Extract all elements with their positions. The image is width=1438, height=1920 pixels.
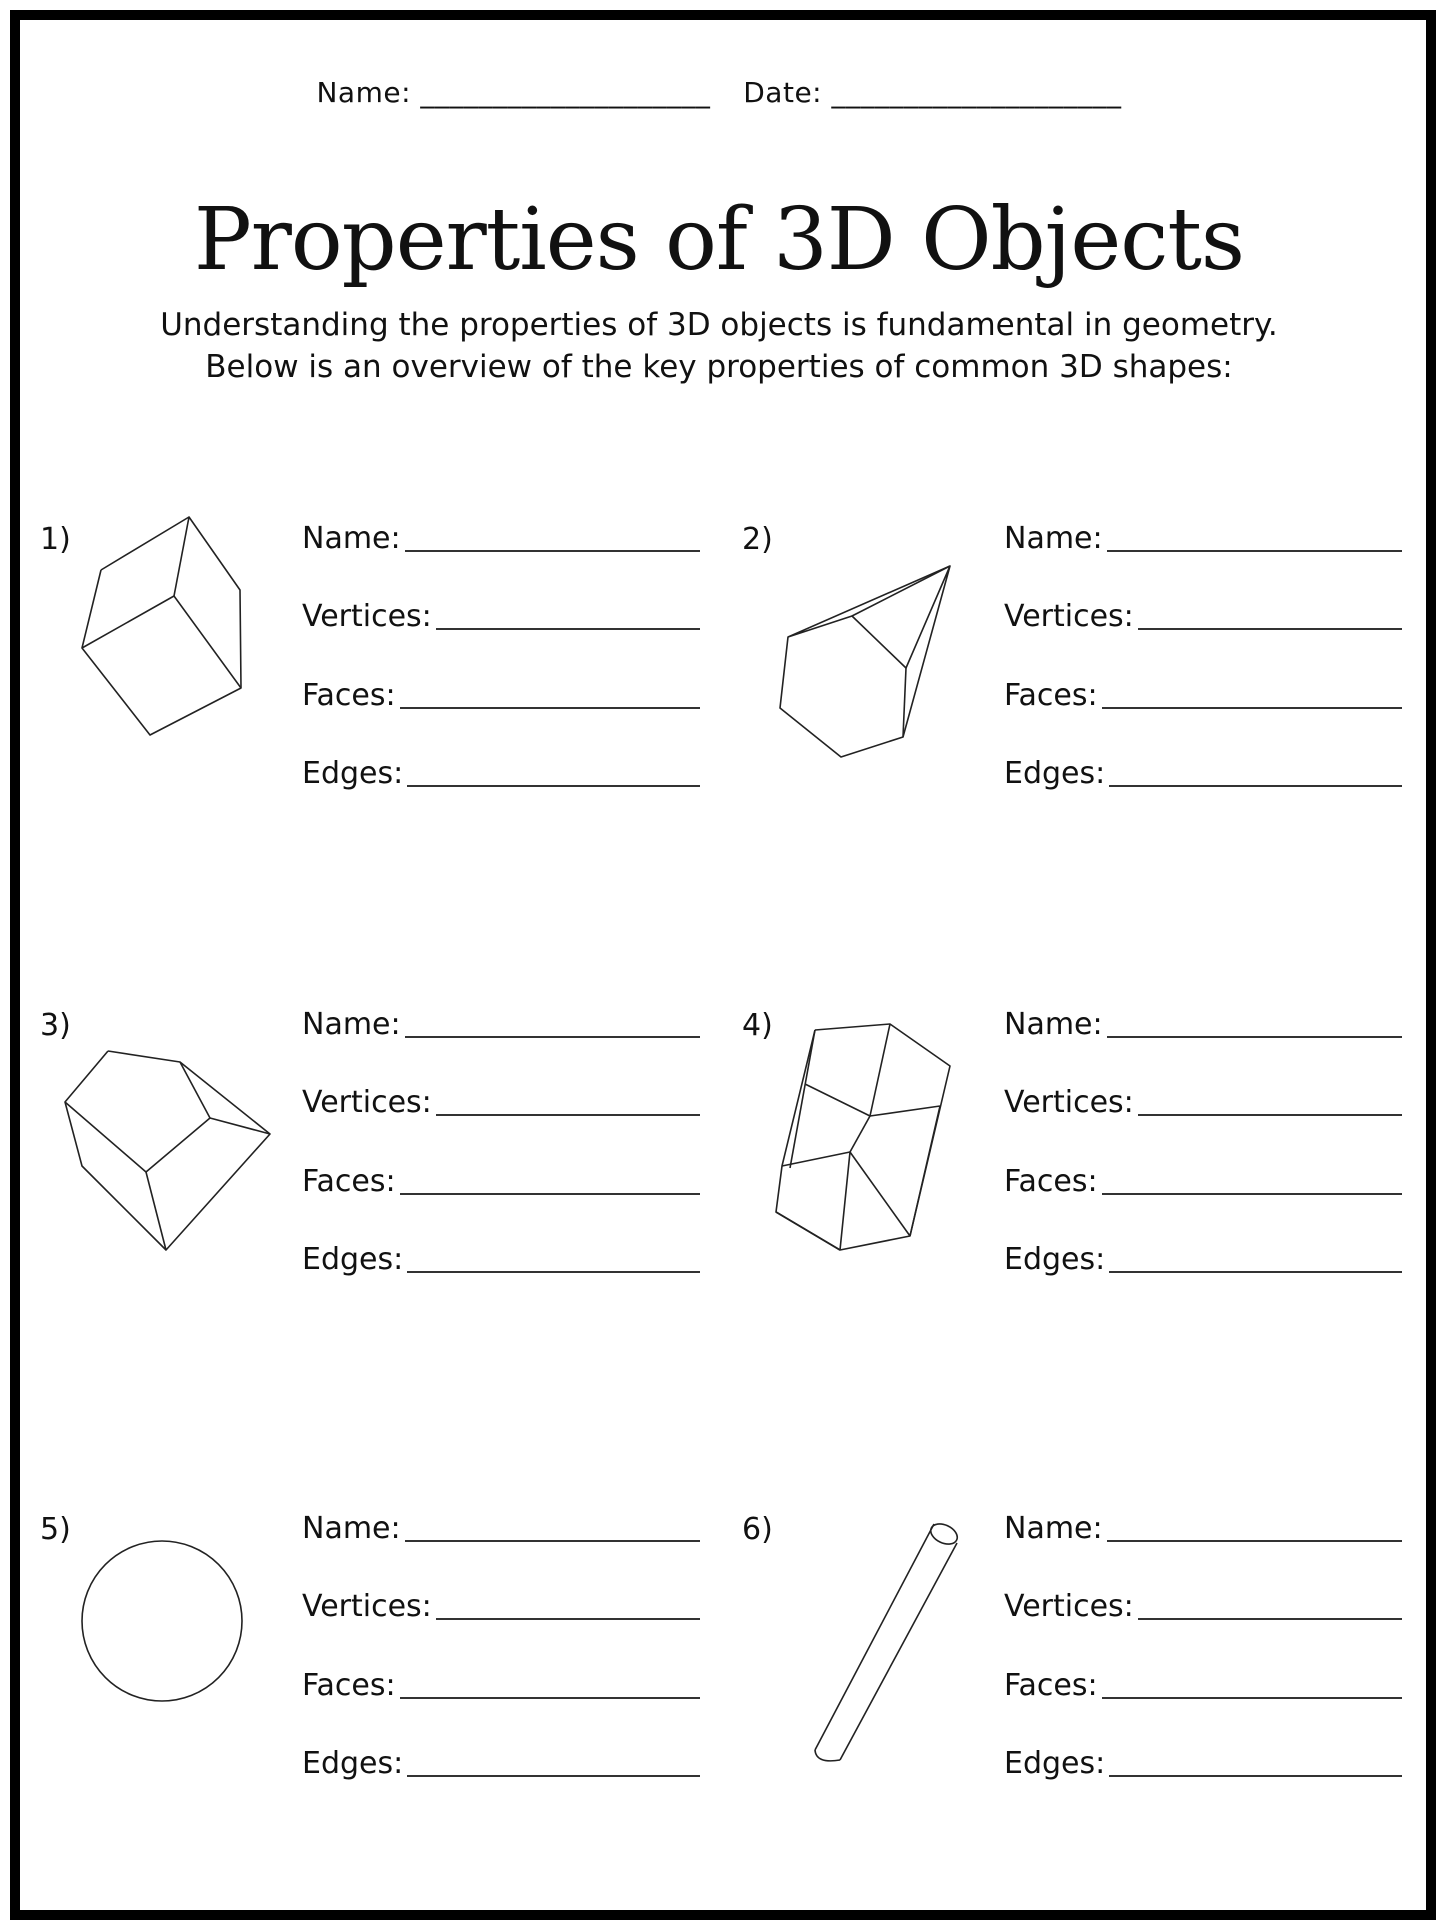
problem-number: 3) [40,1008,71,1043]
edges-answer-line[interactable] [407,1270,700,1273]
field-label-name: Name: [1004,1511,1103,1546]
edges-answer-line[interactable] [407,784,700,787]
problem-number: 1) [40,522,71,557]
name-answer-line[interactable] [405,1035,700,1038]
field-label-faces: Faces: [302,678,396,713]
vertices-answer-line[interactable] [1138,1113,1402,1116]
problem-number: 5) [40,1512,71,1547]
problem-number: 2) [742,522,773,557]
field-label-vertices: Vertices: [302,1085,432,1120]
subtitle [0,304,1438,388]
edges-answer-line[interactable] [1109,1270,1402,1273]
vertices-answer-line[interactable] [436,1617,700,1620]
edges-answer-line[interactable] [1109,784,1402,787]
field-label-name: Name: [302,1511,401,1546]
faces-answer-line[interactable] [400,1192,700,1195]
edges-answer-line[interactable] [407,1774,700,1777]
name-answer-line[interactable] [1107,1539,1402,1542]
vertices-answer-line[interactable] [436,627,700,630]
sphere-icon [78,1536,248,1706]
field-label-faces: Faces: [1004,678,1098,713]
field-label-vertices: Vertices: [302,599,432,634]
field-label-faces: Faces: [302,1164,396,1199]
field-label-edges: Edges: [302,1242,404,1277]
faces-answer-line[interactable] [1102,1192,1402,1195]
faces-answer-line[interactable] [400,1696,700,1699]
field-label-faces: Faces: [302,1668,396,1703]
field-label-name: Name: [1004,521,1103,556]
vertices-answer-line[interactable] [1138,1617,1402,1620]
field-label-edges: Edges: [302,1746,404,1781]
field-label-vertices: Vertices: [1004,1085,1134,1120]
name-field[interactable]: Name: ____________________ [316,76,711,109]
subtitle-line-1: Understanding the properties of 3D objects is fundamental in geometry. [160,307,1278,343]
cube-icon [70,510,260,740]
field-label-faces: Faces: [1004,1668,1098,1703]
vertices-answer-line[interactable] [436,1113,700,1116]
faces-answer-line[interactable] [400,706,700,709]
cylinder-icon [810,1514,970,1764]
field-label-edges: Edges: [302,756,404,791]
name-answer-line[interactable] [405,549,700,552]
field-label-name: Name: [1004,1007,1103,1042]
hexagonal-pyramid-icon [770,560,970,760]
field-label-faces: Faces: [1004,1164,1098,1199]
field-label-name: Name: [302,521,401,556]
faces-answer-line[interactable] [1102,706,1402,709]
problem-number: 4) [742,1008,773,1043]
problem-number: 6) [742,1512,773,1547]
field-label-name: Name: [302,1007,401,1042]
field-label-edges: Edges: [1004,1242,1106,1277]
faces-answer-line[interactable] [1102,1696,1402,1699]
field-label-edges: Edges: [1004,1746,1106,1781]
field-label-edges: Edges: [1004,756,1106,791]
vertices-answer-line[interactable] [1138,627,1402,630]
pentagonal-pyramid-icon [60,1046,280,1256]
page-title: Properties of 3D Objects [193,190,1245,290]
field-label-vertices: Vertices: [302,1589,432,1624]
name-answer-line[interactable] [1107,1035,1402,1038]
name-answer-line[interactable] [1107,549,1402,552]
date-field[interactable]: Date: ____________________ [743,76,1122,109]
subtitle-line-2: Below is an overview of the key properties of common 3D shapes: [205,349,1233,385]
edges-answer-line[interactable] [1109,1774,1402,1777]
name-date-header [0,76,1438,109]
name-answer-line[interactable] [405,1539,700,1542]
field-label-vertices: Vertices: [1004,1589,1134,1624]
hexagonal-prism-icon [770,1018,960,1258]
field-label-vertices: Vertices: [1004,599,1134,634]
